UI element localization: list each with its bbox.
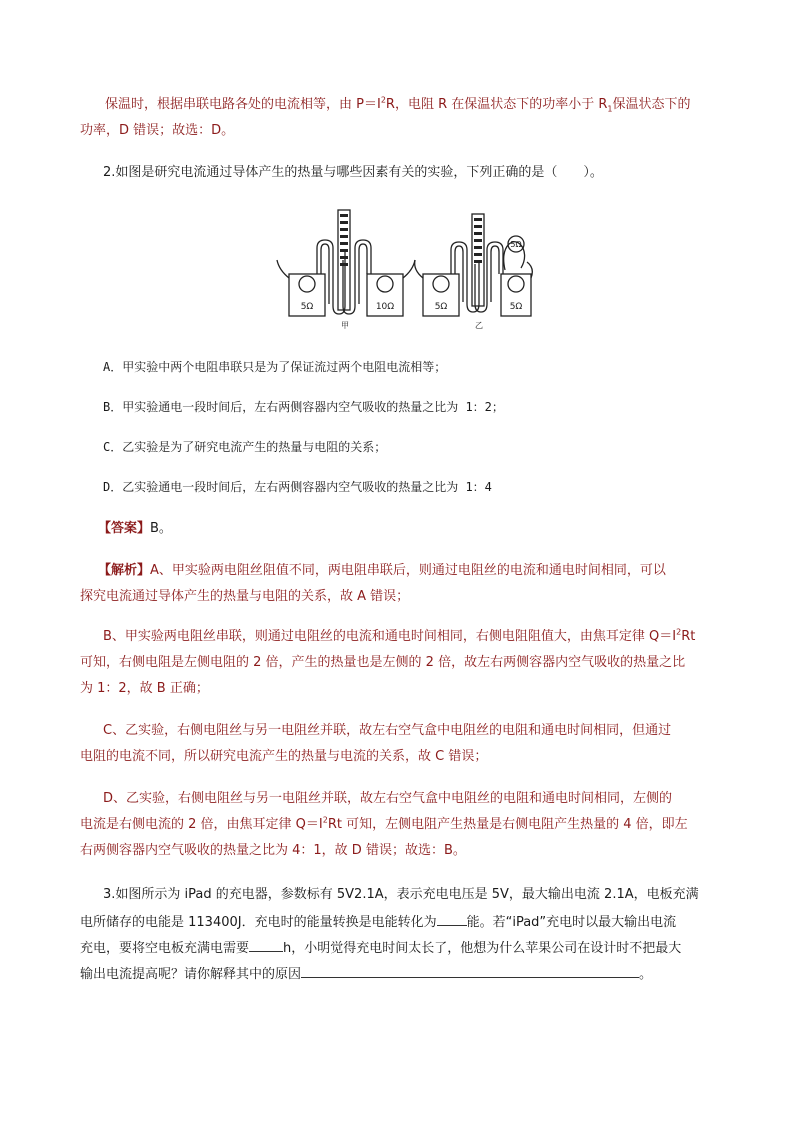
analysis-d-line3: 右两侧容器内空气吸收的热量之比为 4：1，故 D 错误；故选：B。 — [80, 843, 466, 858]
question-2-stem: 2.如图是研究电流通过导体产生的热量与哪些因素有关的实验，下列正确的是（ ）。 — [103, 165, 603, 180]
analysis-a-line2: 探究电流通过导体产生的热量与电阻的关系，故 A 错误； — [80, 589, 410, 604]
q3-line2-text-a: 电所储存的电能是 113400J．充电时的能量转换是电能转化为 — [80, 915, 437, 930]
question-3-line2 — [80, 912, 676, 932]
option-c: C．乙实验是为了研究电流产生的热量与电阻的关系； — [103, 440, 387, 454]
prev-answer-sup: 2 — [380, 95, 386, 105]
q3-line3-text-b: h，小明觉得充电时间太长了，他想为什么苹果公司在设计时不把最大 — [283, 941, 682, 956]
left-scale — [338, 210, 350, 310]
option-b: B．甲实验通电一段时间后，左右两侧容器内空气吸收的热量之比为 1：2； — [103, 400, 504, 414]
analysis-b-line3: 为 1：2，故 B 正确； — [80, 681, 209, 696]
q3-line3-text-a: 充电，要将空电板充满电需要 — [80, 941, 250, 956]
analysis-b-line1 — [103, 628, 695, 646]
blank-charge-hours[interactable] — [249, 938, 283, 952]
analysis-a-line1 — [98, 562, 666, 580]
prev-answer-line2: 功率，D 错误；故选：D。 — [80, 123, 235, 138]
q3-line4-text-a: 输出电流提高呢？请你解释其中的原因 — [80, 967, 302, 982]
analysis-b-line2: 可知，右侧电阻是左侧电阻的 2 倍，产生的热量也是左侧的 2 倍，故左右两侧容器内空气吸收的热量之比 — [80, 655, 686, 670]
analysis-d-sup: 2 — [322, 815, 328, 825]
label-5ohm-right-right: 5Ω — [509, 302, 523, 312]
prev-answer-text-b: R，电阻 R 在保温状态下的功率小于 R — [385, 97, 608, 112]
analysis-d-text-b: Rt 可知，左侧电阻产生热量是右侧电阻产生热量的 4 倍，即左 — [327, 817, 688, 832]
analysis-d-text-a: 电流是右侧电流的 2 倍，由焦耳定律 Q＝I — [80, 817, 323, 832]
analysis-d-line2 — [80, 816, 688, 834]
analysis-b-text-b: Rt — [681, 629, 696, 644]
blank-reason[interactable] — [301, 964, 639, 978]
option-a: A．甲实验中两个电阻串联只是为了保证流过两个电阻电流相等； — [103, 360, 447, 374]
analysis-b-text-a: B、甲实验两电阻丝串联，则通过电阻丝的电流和通电时间相同，右侧电阻阻值大，由焦耳定律 Q＝I — [103, 629, 677, 644]
analysis-b-sup: 2 — [676, 627, 682, 637]
label-10ohm: 10Ω — [375, 302, 395, 312]
question-3-line3 — [80, 938, 681, 958]
prev-answer-sub: 1 — [607, 104, 613, 114]
option-d: D．乙实验通电一段时间后，左右两侧容器内空气吸收的热量之比为 1：4 — [103, 480, 492, 494]
q3-line4-text-b: 。 — [639, 967, 653, 982]
prev-answer-text-c: 保温状态下的 — [612, 97, 691, 112]
question-3-line1: 3.如图所示为 iPad 的充电器，参数标有 5V2.1A，表示充电电压是 5V，最大输出电流 2.1A，电板充满 — [103, 887, 699, 902]
analysis-c-line1: C、乙实验，右侧电阻丝与另一电阻丝并联，故左右空气盒中电阻丝的电阻和通电时间相同，但通过 — [103, 723, 672, 738]
label-yi: 乙 — [475, 321, 483, 330]
answer-tag: 【答案】 — [98, 521, 151, 536]
label-5ohm-right-left: 5Ω — [434, 302, 448, 312]
label-jia: 甲 — [341, 321, 349, 330]
q3-line2-text-b: 能。若“iPad”充电时以最大输出电流 — [466, 915, 677, 930]
experiment-figure — [275, 208, 533, 332]
analysis-a-text: A、甲实验两电阻丝阻值不同，两电阻串联后，则通过电阻丝的电流和通电时间相同，可以 — [150, 563, 666, 578]
label-5ohm-left: 5Ω — [300, 302, 314, 312]
analysis-tag: 【解析】 — [98, 563, 151, 578]
prev-answer-text-a: 保温时，根据串联电路各处的电流相等，由 P＝I — [105, 97, 381, 112]
question-3-line4 — [80, 964, 652, 984]
label-5ohm-top: 5Ω — [510, 240, 522, 249]
answer-value: B。 — [150, 521, 172, 536]
prev-answer-line1 — [105, 96, 691, 119]
blank-energy-form[interactable] — [437, 912, 467, 926]
analysis-c-line2: 电阻的电流不同，所以研究电流产生的热量与电流的关系，故 C 错误； — [80, 749, 488, 764]
answer-line — [98, 520, 172, 538]
analysis-d-line1: D、乙实验，右侧电阻丝与另一电阻丝并联，故左右空气盒中电阻丝的电阻和通电时间相同，左侧的 — [103, 791, 673, 806]
